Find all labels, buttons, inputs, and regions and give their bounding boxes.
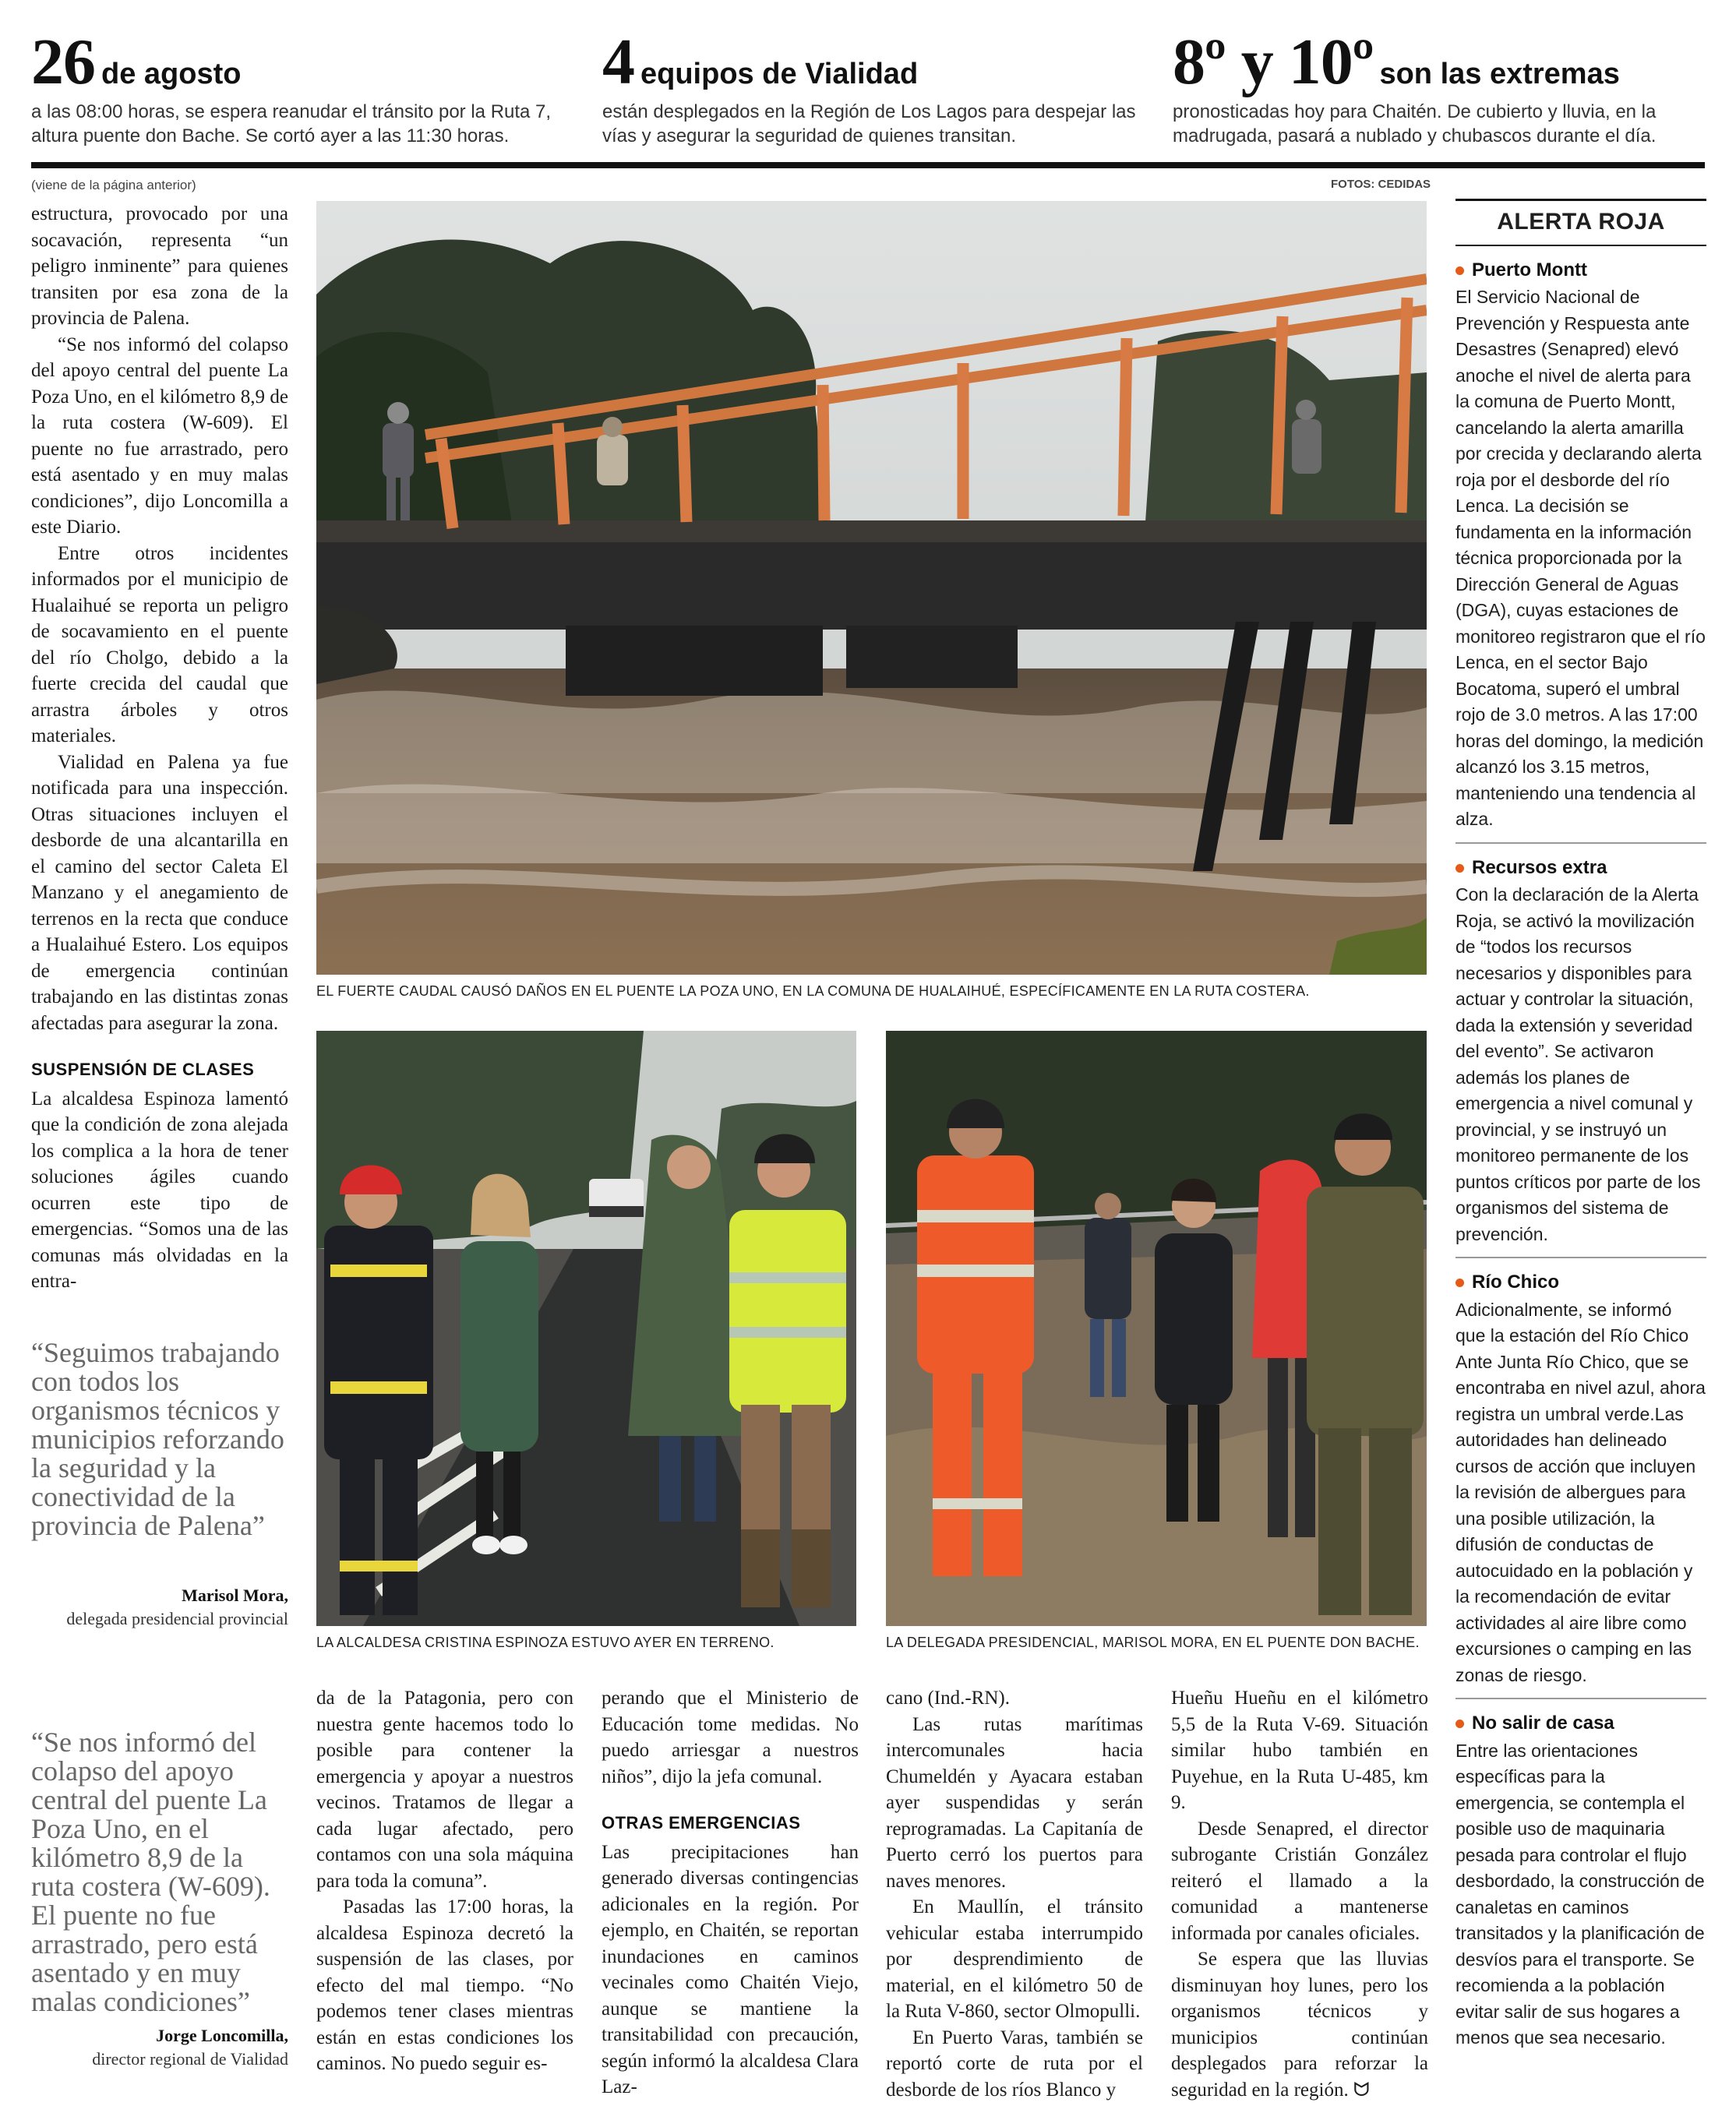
caption-main-photo: EL FUERTE CAUDAL CAUSÓ DAÑOS EN EL PUENTE LA POZA UNO, EN LA COMUNA DE HUALAIHUÉ, ESPECÍFICAMENTE EN LA RUTA COSTERA. [316,983,1310,999]
col1-paragraph-3: Entre otros incidentes informados por el municipio de Hualaihué se reporta un peligro de socavamiento en el puente del río Cholgo, debido a la fuerte crecida del caudal que arrastra árboles y otros materiales. [31,542,288,746]
photo-mayor-on-site [316,1031,856,1626]
photo-bridge-flood [316,201,1427,975]
pull-quote-2-role: director regional de Vialidad [92,2049,288,2069]
sidebar-section [1455,1258,1706,1699]
sidebar-section [1455,844,1706,1259]
sidebar-section-body: Con la declaración de la Alerta Roja, se activó la movilización de “todos los recursos necesarios y disponibles para actuar y controlar la situación, dada la extensión y severidad del evento”. Se activaron además los planes de emergencia a nivel comunal y provincial, y se instruyó un monitoreo permanente de los puntos críticos por parte de los organismos del sistema de prevención. [1455,884,1701,1244]
stat-date-label: de agosto [101,58,242,90]
col4-paragraph-3: En Maullín, el tránsito vehicular estaba interrumpido por desprendimiento de material, en el kilómetro 50 de la Ruta V-860, sector Olmopulli. [886,1896,1143,2022]
col2-paragraph-2: Pasadas las 17:00 horas, la alcaldesa Espinoza decretó la suspensión de las clases, por efecto del mal tiempo. “No podemos tener clases mientras están en estas condiciones los caminos. No puedo seguir es- [316,1896,573,2074]
stat-date-text: a las 08:00 horas, se espera reanudar el tránsito por la Ruta 7, altura puente don Bache. Se cortó ayer a las 11:30 horas. [31,101,552,146]
caption-left-photo: LA ALCALDESA CRISTINA ESPINOZA ESTUVO AYER EN TERRENO. [316,1635,774,1650]
pull-quote-1-role: delegada presidencial provincial [66,1609,288,1628]
stat-teams-label: equipos de Vialidad [640,58,919,90]
pull-quote-1-attribution [31,1584,288,1631]
stat-teams [602,26,1140,148]
end-mark-icon: ᗢ [1353,2079,1370,2101]
photo-bridge-flood-illustration [316,201,1427,975]
pull-quote-2: “Se nos informó del colapso del apoyo central del puente La Poza Uno, en el kilómetro 8,9 de la ruta costera (W-609). El puente no fue arrastrado, pero está asentado y en muy malas condiciones” [31,1727,270,2017]
col3-paragraph-1: perando que el Ministerio de Educación tome medidas. No puedo arriesgar a nuestros niños”, dijo la jefa comunal. [602,1688,859,1787]
photo-mayor-illustration [316,1031,856,1626]
sidebar-section-body: El Servicio Nacional de Prevención y Respuesta ante Desastres (Senapred) elevó anoche el nivel de alerta para la comuna de Puerto Montt, cancelando la alerta amarilla por crecida y declarando alerta roja por el desborde del río Lenca. La decisión se fundamenta en la información técnica proporcionada por la Dirección General de Aguas (DGA), cuyas estaciones de monitoreo registraron que el río Lenca, en el sector Bajo Bocatoma, superó el umbral rojo de 3.0 metros. A las 17:00 horas del domingo, la medición alcanzó los 3.15 metros, manteniendo una tendencia al alza. [1455,287,1706,829]
col1-paragraph-2: “Se nos informó del colapso del apoyo central del puente La Poza Uno, en el kilómetro 8,9 de la ruta costera (W-609). El puente no fue arrastrado, pero está asentado y en muy malas condiciones”, dijo Loncomilla a este Diario. [31,333,288,538]
stat-date [31,26,561,148]
col3-paragraph-2: Las precipitaciones han generado diversas contingencias adicionales en la región. Por ejemplo, en Chaitén, se reportan inundaciones en caminos vecinales como Chaitén Viejo, aunque se mantiene la transitabilidad con precaución, según informó la alcaldesa Clara Laz- [602,1841,859,2097]
bullet-dot-icon [1455,864,1464,873]
sidebar-section-title: Recursos extra [1472,856,1607,878]
photo-delegate-bridge [886,1031,1427,1626]
col5-paragraph-1: Hueñu Hueñu en el kilómetro 5,5 de la Ruta V-69. Situación similar hubo también en Puyehue, en la Ruta U-485, km 9. [1171,1688,1428,1813]
subhead-other-emergencies: OTRAS EMERGENCIAS [602,1813,801,1833]
col1-paragraph-5: La alcaldesa Espinoza lamentó que la condición de zona alejada los complica a la hora de tener soluciones ágiles cuando ocurren este tipo de emergencias. “Somos una de las comunas más olvidadas en la entra- [31,1088,288,1292]
subhead-suspension: SUSPENSIÓN DE CLASES [31,1060,255,1079]
col4-paragraph-1: cano (Ind.-RN). [886,1688,1010,1709]
sidebar-section [1455,246,1706,844]
col4-paragraph-2: Las rutas marítimas intercomunales hacia Chumeldén y Ayacara estaban ayer suspendidas y serán reprogramadas. La Capitanía de Puerto cerró los puertos para naves menores. [886,1713,1143,1892]
stat-teams-number: 4 [602,26,634,98]
sidebar-section-title: Puerto Montt [1472,259,1587,280]
sidebar-section-body: Adicionalmente, se informó que la estación del Río Chico Ante Junta Río Chico, que se encontraba en nivel azul, ahora registra un umbral verde.Las autoridades han delineado cursos de acción que incluyen la revisión de albergues para una posible utilización, la difusión de conductas de autocuidado en la población y la recomendación de evitar actividades al aire libre como excursiones o camping en las zonas de riesgo. [1455,1299,1706,1685]
column-5 [1171,1685,1428,2103]
pull-quote-2-name: Jorge Loncomilla, [156,2026,288,2045]
column-4 [886,1685,1143,2103]
col5-paragraph-2: Desde Senapred, el director subrogante Cristián González reiteró el llamado a la comunidad a mantenerse informada por canales oficiales. [1171,1818,1428,1944]
stat-date-number: 26 [31,26,95,98]
pull-quote-1-name: Marisol Mora, [182,1586,288,1605]
column-2 [316,1685,573,2077]
col2-paragraph-1: da de la Patagonia, pero con nuestra gente hacemos todo lo posible para contener la emergencia y apoyar a nuestros vecinos. Tratamos de llegar a cada lugar afectado, pero contamos con una sola máquina para toda la comuna”. [316,1688,573,1892]
pull-quote-1: “Seguimos trabajando con todos los organismos técnicos y municipios reforzando la seguridad y la conectividad de la provincia de Palena” [31,1337,284,1541]
bullet-dot-icon [1455,266,1464,275]
photo-delegate-illustration [886,1031,1427,1626]
sidebar-section-title: Río Chico [1472,1272,1559,1293]
col5-paragraph-3 [1171,1946,1428,2103]
sidebar-title: ALERTA ROJA [1455,199,1706,246]
continued-note: (viene de la página anterior) [31,178,196,192]
sidebar-section-body: Entre las orientaciones específicas para la emergencia, se contempla el posible uso de maquinaria pesada para controlar el flujo desbordado, la construcción de canaletas en caminos transitados y la planificación de desvíos para el transporte. Se recomienda a la población evitar salir de sus hogares a menos que sea necesario. [1455,1740,1705,2048]
caption-right-photo: LA DELEGADA PRESIDENCIAL, MARISOL MORA, EN EL PUENTE DON BACHE. [886,1635,1420,1650]
bullet-dot-icon [1455,1279,1464,1287]
col4-paragraph-4: En Puerto Varas, también se reportó corte de ruta por el desborde de los ríos Blanco y [886,2027,1143,2101]
photo-credit: FOTOS: CEDIDAS [1331,178,1431,191]
col5-paragraph-3-text: Se espera que las lluvias disminuyan hoy lunes, pero los organismos técnicos y municipios continúan desplegados para reforzar la seguridad en la región. [1171,1949,1428,2101]
sidebar-section [1455,1699,1706,2061]
stat-temps-label: son las extremas [1379,58,1620,90]
stat-teams-text: están desplegados en la Región de Los Lagos para despejar las vías y asegurar la seguridad de quienes transitan. [602,101,1136,146]
col1-paragraph-4: Vialidad en Palena ya fue notificada para una inspección. Otras situaciones incluyen el desborde de una alcantarilla en el camino del sector Caleta El Manzano y el anegamiento de terrenos en la recta que conduce a Hualaihué Estero. Los equipos de emergencia continúan trabajando en las distintas zonas afectadas para asegurar la zona. [31,751,288,1034]
sidebar-section-title: No salir de casa [1472,1713,1614,1734]
pull-quote-2-attribution [31,2024,288,2071]
stat-temps-text: pronosticadas hoy para Chaitén. De cubierto y lluvia, en la madrugada, pasará a nublado y chubascos durante el día. [1173,101,1657,146]
bullet-dot-icon [1455,1720,1464,1728]
column-3 [602,1685,859,2101]
stat-temps-number: 8º y 10º [1173,26,1374,98]
col1-paragraph-1: estructura, provocado por una socavación, representa “un peligro inminente” para quienes transiten por esa zona de la provincia de Palena. [31,203,288,329]
stat-temps [1173,26,1710,148]
header-rule [31,162,1705,168]
column-1 [31,201,288,1295]
sidebar-alerta-roja [1455,199,1706,2061]
